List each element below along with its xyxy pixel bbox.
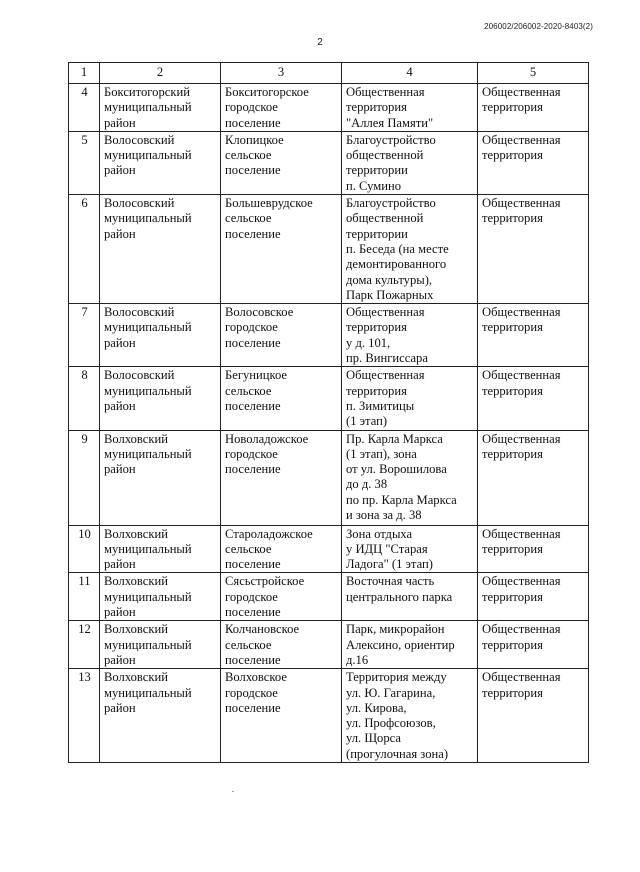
column-header: 1 bbox=[69, 63, 100, 84]
district-cell bbox=[100, 669, 221, 763]
object-cell bbox=[342, 131, 478, 194]
page-number: 2 bbox=[317, 37, 323, 48]
cell-text-line: Территория между bbox=[346, 670, 447, 685]
cell-text-line: муниципальный bbox=[104, 211, 192, 226]
table-row bbox=[69, 84, 589, 132]
cell-text-line: "Аллея Памяти" bbox=[346, 115, 434, 130]
settlement-cell bbox=[221, 669, 342, 763]
cell-text-line: Общественная bbox=[482, 305, 561, 320]
column-header: 5 bbox=[478, 63, 589, 84]
cell-text-line: Волховское bbox=[225, 670, 287, 685]
settlement-cell bbox=[221, 525, 342, 573]
cell-text-line: Волосовский bbox=[104, 305, 175, 320]
district-cell bbox=[100, 367, 221, 430]
type-cell bbox=[478, 621, 589, 669]
cell-text-line: территория bbox=[482, 446, 543, 461]
cell-text-line: Бокситогорское bbox=[225, 85, 309, 99]
cell-text-line: Волховский bbox=[104, 622, 168, 637]
district-cell bbox=[100, 573, 221, 621]
cell-text-line: сельское bbox=[225, 637, 272, 652]
table-row bbox=[69, 621, 589, 669]
cell-text-line: Новоладожское bbox=[225, 431, 309, 446]
table-row bbox=[69, 573, 589, 621]
cell-text-line: Волосовский bbox=[104, 132, 175, 147]
cell-text-line: Общественная bbox=[482, 368, 561, 383]
row-number: 11 bbox=[69, 573, 100, 621]
object-cell bbox=[342, 621, 478, 669]
cell-text-line: по пр. Карла Маркса bbox=[346, 492, 457, 507]
table-row bbox=[69, 669, 589, 763]
cell-text-line: городское bbox=[225, 589, 278, 604]
cell-text-line: Алексино, ориентир bbox=[346, 637, 455, 652]
cell-text-line: до д. 38 bbox=[346, 477, 388, 492]
cell-text-line: городское bbox=[225, 320, 278, 335]
cell-text-line: поселение bbox=[225, 652, 281, 667]
cell-text-line: район bbox=[104, 700, 136, 715]
document-id: 206002/206002-2020-8403(2) bbox=[484, 22, 593, 31]
settlement-cell bbox=[221, 367, 342, 430]
cell-text-line: городское bbox=[225, 685, 278, 700]
district-cell bbox=[100, 525, 221, 573]
header-row bbox=[69, 63, 589, 84]
cell-text-line: поселение bbox=[225, 398, 281, 413]
cell-text-line: район bbox=[104, 115, 136, 130]
cell-text-line: Бокситогорский bbox=[104, 85, 190, 99]
table-row bbox=[69, 367, 589, 430]
cell-text-line: район bbox=[104, 462, 136, 477]
district-cell bbox=[100, 131, 221, 194]
cell-text-line: муниципальный bbox=[104, 685, 192, 700]
cell-text-line: муниципальный bbox=[104, 637, 192, 652]
cell-text-line: территории bbox=[346, 163, 408, 178]
cell-text-line: территория bbox=[482, 541, 543, 556]
district-cell bbox=[100, 84, 221, 132]
cell-text-line: район bbox=[104, 226, 136, 241]
cell-text-line: муниципальный bbox=[104, 320, 192, 335]
cell-text-line: Волосовский bbox=[104, 368, 175, 383]
table-body bbox=[69, 84, 589, 763]
cell-text-line: Зона отдыха bbox=[346, 526, 413, 541]
type-cell bbox=[478, 525, 589, 573]
cell-text-line: район bbox=[104, 335, 136, 350]
column-header: 4 bbox=[342, 63, 478, 84]
cell-text-line: пр. Вингиссара bbox=[346, 351, 428, 366]
type-cell bbox=[478, 304, 589, 367]
cell-text-line: Пр. Карла Маркса bbox=[346, 431, 443, 446]
cell-text-line: центрального парка bbox=[346, 589, 453, 604]
cell-text-line: Волховский bbox=[104, 574, 168, 589]
table-row bbox=[69, 430, 589, 525]
object-cell bbox=[342, 525, 478, 573]
cell-text-line: у ИДЦ "Старая bbox=[346, 541, 428, 556]
cell-text-line: Общественная bbox=[346, 305, 425, 320]
object-cell bbox=[342, 84, 478, 132]
cell-text-line: Общественная bbox=[482, 670, 561, 685]
row-number: 8 bbox=[69, 367, 100, 430]
cell-text-line: городское bbox=[225, 446, 278, 461]
settlement-cell bbox=[221, 621, 342, 669]
cell-text-line: общественной bbox=[346, 211, 424, 226]
district-cell bbox=[100, 304, 221, 367]
cell-text-line: район bbox=[104, 398, 136, 413]
type-cell bbox=[478, 669, 589, 763]
cell-text-line: Колчановское bbox=[225, 622, 300, 637]
cell-text-line: Ладога" (1 этап) bbox=[346, 557, 433, 572]
cell-text-line: Общественная bbox=[482, 196, 561, 211]
settlement-cell bbox=[221, 304, 342, 367]
cell-text-line: общественной bbox=[346, 148, 424, 163]
cell-text-line: территория bbox=[482, 148, 543, 163]
type-cell bbox=[478, 84, 589, 132]
cell-text-line: Волховский bbox=[104, 670, 168, 685]
cell-text-line: Волховский bbox=[104, 526, 168, 541]
object-cell bbox=[342, 669, 478, 763]
cell-text-line: поселение bbox=[225, 163, 281, 178]
cell-text-line: район bbox=[104, 163, 136, 178]
cell-text-line: территории bbox=[346, 226, 408, 241]
type-cell bbox=[478, 131, 589, 194]
cell-text-line: у д. 101, bbox=[346, 335, 391, 350]
settlement-cell bbox=[221, 573, 342, 621]
row-number: 10 bbox=[69, 525, 100, 573]
table-row bbox=[69, 195, 589, 304]
type-cell bbox=[478, 195, 589, 304]
cell-text-line: д.16 bbox=[346, 652, 369, 667]
settlement-cell bbox=[221, 430, 342, 525]
cell-text-line: п. Беседа (на месте bbox=[346, 241, 449, 256]
column-header: 3 bbox=[221, 63, 342, 84]
row-number: 6 bbox=[69, 195, 100, 304]
cell-text-line: Общественная bbox=[346, 85, 425, 99]
settlement-cell bbox=[221, 84, 342, 132]
cell-text-line: от ул. Ворошилова bbox=[346, 462, 447, 477]
cell-text-line: поселение bbox=[225, 700, 281, 715]
cell-text-line: п. Сумино bbox=[346, 178, 401, 193]
cell-text-line: район bbox=[104, 557, 136, 572]
cell-text-line: и зона за д. 38 bbox=[346, 508, 422, 523]
type-cell bbox=[478, 573, 589, 621]
row-number: 7 bbox=[69, 304, 100, 367]
cell-text-line: (прогулочная зона) bbox=[346, 746, 449, 761]
cell-text-line: ул. Щорса bbox=[346, 731, 401, 746]
district-cell bbox=[100, 430, 221, 525]
cell-text-line: (1 этап) bbox=[346, 414, 388, 429]
cell-text-line: Парк, микрорайон bbox=[346, 622, 445, 637]
cell-text-line: поселение bbox=[225, 605, 281, 620]
cell-text-line: Волховский bbox=[104, 431, 168, 446]
cell-text-line: Волосовское bbox=[225, 305, 294, 320]
cell-text-line: территория bbox=[482, 100, 543, 115]
cell-text-line: муниципальный bbox=[104, 541, 192, 556]
cell-text-line: Общественная bbox=[482, 574, 561, 589]
object-cell bbox=[342, 304, 478, 367]
cell-text-line: территория bbox=[482, 637, 543, 652]
cell-text-line: Благоустройство bbox=[346, 132, 436, 147]
cell-text-line: Общественная bbox=[482, 132, 561, 147]
cell-text-line: муниципальный bbox=[104, 148, 192, 163]
table-row bbox=[69, 131, 589, 194]
cell-text-line: территория bbox=[346, 100, 407, 115]
cell-text-line: Клопицкое bbox=[225, 132, 284, 147]
cell-text-line: Благоустройство bbox=[346, 196, 436, 211]
cell-text-line: дома культуры), bbox=[346, 272, 433, 287]
cell-text-line: п. Зимитицы bbox=[346, 398, 415, 413]
district-cell bbox=[100, 621, 221, 669]
cell-text-line: территория bbox=[482, 589, 543, 604]
cell-text-line: Сясьстройское bbox=[225, 574, 305, 589]
cell-text-line: территория bbox=[482, 320, 543, 335]
cell-text-line: Староладожское bbox=[225, 526, 313, 541]
object-cell bbox=[342, 430, 478, 525]
cell-text-line: муниципальный bbox=[104, 589, 192, 604]
object-cell bbox=[342, 573, 478, 621]
row-number: 13 bbox=[69, 669, 100, 763]
object-cell bbox=[342, 367, 478, 430]
type-cell bbox=[478, 367, 589, 430]
row-number: 4 bbox=[69, 84, 100, 132]
cell-text-line: территория bbox=[346, 383, 407, 398]
cell-text-line: демонтированного bbox=[346, 257, 447, 272]
table-row bbox=[69, 525, 589, 573]
cell-text-line: сельское bbox=[225, 148, 272, 163]
district-cell bbox=[100, 195, 221, 304]
cell-text-line: поселение bbox=[225, 226, 281, 241]
cell-text-line: Бегуницкое bbox=[225, 368, 288, 383]
cell-text-line: Общественная bbox=[346, 368, 425, 383]
settlement-cell bbox=[221, 131, 342, 194]
cell-text-line: поселение bbox=[225, 557, 281, 572]
cell-text-line: ул. Профсоюзов, bbox=[346, 716, 436, 731]
row-number: 12 bbox=[69, 621, 100, 669]
cell-text-line: (1 этап), зона bbox=[346, 446, 417, 461]
cell-text-line: муниципальный bbox=[104, 100, 192, 115]
type-cell bbox=[478, 430, 589, 525]
cell-text-line: ул. Кирова, bbox=[346, 700, 407, 715]
cell-text-line: муниципальный bbox=[104, 446, 192, 461]
cell-text-line: сельское bbox=[225, 211, 272, 226]
row-number: 9 bbox=[69, 430, 100, 525]
cell-text-line: поселение bbox=[225, 115, 281, 130]
cell-text-line: Восточная часть bbox=[346, 574, 435, 589]
territories-table bbox=[68, 62, 589, 763]
cell-text-line: поселение bbox=[225, 462, 281, 477]
row-number: 5 bbox=[69, 131, 100, 194]
cell-text-line: Общественная bbox=[482, 526, 561, 541]
cell-text-line: территория bbox=[482, 383, 543, 398]
cell-text-line: городское bbox=[225, 100, 278, 115]
cell-text-line: сельское bbox=[225, 541, 272, 556]
cell-text-line: территория bbox=[482, 211, 543, 226]
cell-text-line: Парк Пожарных bbox=[346, 287, 434, 302]
cell-text-line: район bbox=[104, 652, 136, 667]
cell-text-line: сельское bbox=[225, 383, 272, 398]
scan-speck bbox=[232, 791, 234, 792]
cell-text-line: Волосовский bbox=[104, 196, 175, 211]
column-header: 2 bbox=[100, 63, 221, 84]
table-row bbox=[69, 304, 589, 367]
cell-text-line: территория bbox=[482, 685, 543, 700]
cell-text-line: поселение bbox=[225, 335, 281, 350]
cell-text-line: муниципальный bbox=[104, 383, 192, 398]
cell-text-line: район bbox=[104, 605, 136, 620]
cell-text-line: Общественная bbox=[482, 85, 561, 99]
settlement-cell bbox=[221, 195, 342, 304]
cell-text-line: ул. Ю. Гагарина, bbox=[346, 685, 436, 700]
cell-text-line: территория bbox=[346, 320, 407, 335]
object-cell bbox=[342, 195, 478, 304]
cell-text-line: Общественная bbox=[482, 431, 561, 446]
cell-text-line: Общественная bbox=[482, 622, 561, 637]
cell-text-line: Большеврудское bbox=[225, 196, 313, 211]
